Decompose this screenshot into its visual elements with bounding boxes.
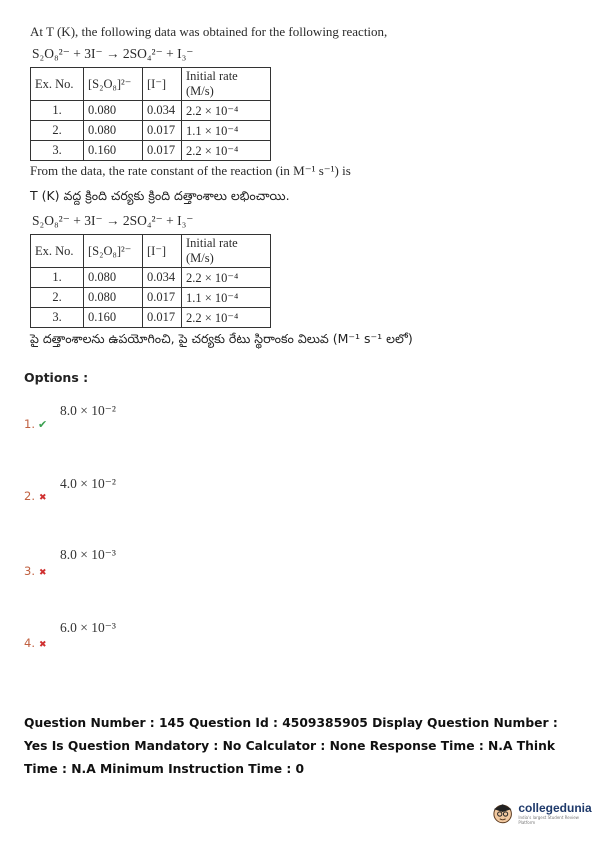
options-title: Options :: [24, 370, 89, 385]
reaction-equation-en: S₂O₈²⁻ + 3I⁻ → 2SO₄²⁻ + I₃⁻: [32, 46, 194, 61]
cell-iodide: 0.034: [143, 268, 182, 288]
cell-iodide: 0.017: [143, 308, 182, 328]
table-row: [31, 308, 271, 328]
brand-logo: [490, 800, 595, 826]
cell-iodide: 0.017: [143, 141, 182, 161]
cell-iodide: 0.034: [143, 101, 182, 121]
brand-tagline: India's largest Student Review Platform: [518, 815, 579, 825]
question-ask-te: పై దత్తాంశాలను ఉపయోగించి, పై చర్యకు రేటు స్థిరాంకం విలువ (M⁻¹ s⁻¹ లలో): [30, 331, 413, 346]
cell-s2o8: 0.080: [84, 101, 143, 121]
option-4[interactable]: [24, 636, 47, 650]
option-1[interactable]: [24, 417, 47, 431]
option-1-number: 1.: [24, 417, 35, 431]
col-header-iodide: [I⁻]: [143, 235, 182, 268]
option-2[interactable]: [24, 489, 47, 503]
cell-exno: 2.: [31, 121, 84, 141]
question-intro-te: T (K) వద్ద క్రింది చర్యకు క్రింది దత్తాంశాలు లభించాయి.: [30, 188, 290, 203]
option-3-number: 3.: [24, 564, 35, 578]
cell-s2o8: 0.080: [84, 121, 143, 141]
cell-exno: 1.: [31, 101, 84, 121]
reaction-equation-te: S₂O₈²⁻ + 3I⁻ → 2SO₄²⁻ + I₃⁻: [32, 213, 194, 228]
mascot-icon: [490, 800, 515, 826]
table-row: [31, 141, 271, 161]
table-row: [31, 121, 271, 141]
cell-rate: 2.2 × 10⁻⁴: [182, 101, 271, 121]
cell-s2o8: 0.160: [84, 308, 143, 328]
col-header-s2o8: [S₂O₈]²⁻: [84, 68, 143, 101]
question-ask-en: From the data, the rate constant of the reaction (in M⁻¹ s⁻¹) is: [30, 163, 351, 178]
option-1-value: 8.0 × 10⁻²: [60, 403, 116, 418]
cell-rate: 2.2 × 10⁻⁴: [182, 141, 271, 161]
cell-iodide: 0.017: [143, 121, 182, 141]
cell-rate: 1.1 × 10⁻⁴: [182, 288, 271, 308]
cell-rate: 2.2 × 10⁻⁴: [182, 308, 271, 328]
col-header-s2o8: [S₂O₈]²⁻: [84, 235, 143, 268]
option-2-number: 2.: [24, 489, 35, 503]
cell-s2o8: 0.080: [84, 268, 143, 288]
table-header-row: [31, 235, 271, 268]
question-telugu: [30, 188, 413, 350]
cell-iodide: 0.017: [143, 288, 182, 308]
data-table-en: [30, 67, 271, 161]
cell-exno: 3.: [31, 141, 84, 161]
cross-icon: ✖: [38, 568, 47, 578]
cell-rate: 2.2 × 10⁻⁴: [182, 268, 271, 288]
question-intro-en: At T (K), the following data was obtained for the following reaction,: [30, 24, 388, 39]
check-icon: ✔: [37, 418, 48, 431]
table-row: [31, 101, 271, 121]
cell-exno: 3.: [31, 308, 84, 328]
cell-rate: 1.1 × 10⁻⁴: [182, 121, 271, 141]
data-table-te: [30, 234, 271, 328]
cell-s2o8: 0.160: [84, 141, 143, 161]
cross-icon: ✖: [38, 493, 47, 503]
table-row: [31, 288, 271, 308]
cross-icon: ✖: [38, 640, 47, 650]
cell-exno: 1.: [31, 268, 84, 288]
option-4-value: 6.0 × 10⁻³: [60, 620, 116, 635]
col-header-rate: Initial rate (M/s): [182, 235, 271, 268]
table-header-row: [31, 68, 271, 101]
option-3[interactable]: [24, 564, 47, 578]
cell-exno: 2.: [31, 288, 84, 308]
col-header-exno: Ex. No.: [31, 68, 84, 101]
col-header-iodide: [I⁻]: [143, 68, 182, 101]
table-row: [31, 268, 271, 288]
option-3-value: 8.0 × 10⁻³: [60, 547, 116, 562]
col-header-exno: Ex. No.: [31, 235, 84, 268]
question-meta: Question Number : 145 Question Id : 4509385905 Display Question Number : Yes Is Question Mandatory : No Calculator : None Response Time : N.A Think Time : N.A Minimum Instruction Time : 0: [24, 716, 558, 776]
option-2-value: 4.0 × 10⁻²: [60, 476, 116, 491]
option-4-number: 4.: [24, 636, 35, 650]
cell-s2o8: 0.080: [84, 288, 143, 308]
question-english: [30, 24, 387, 179]
col-header-rate: Initial rate (M/s): [182, 68, 271, 101]
brand-name: collegedunia: [518, 801, 592, 815]
